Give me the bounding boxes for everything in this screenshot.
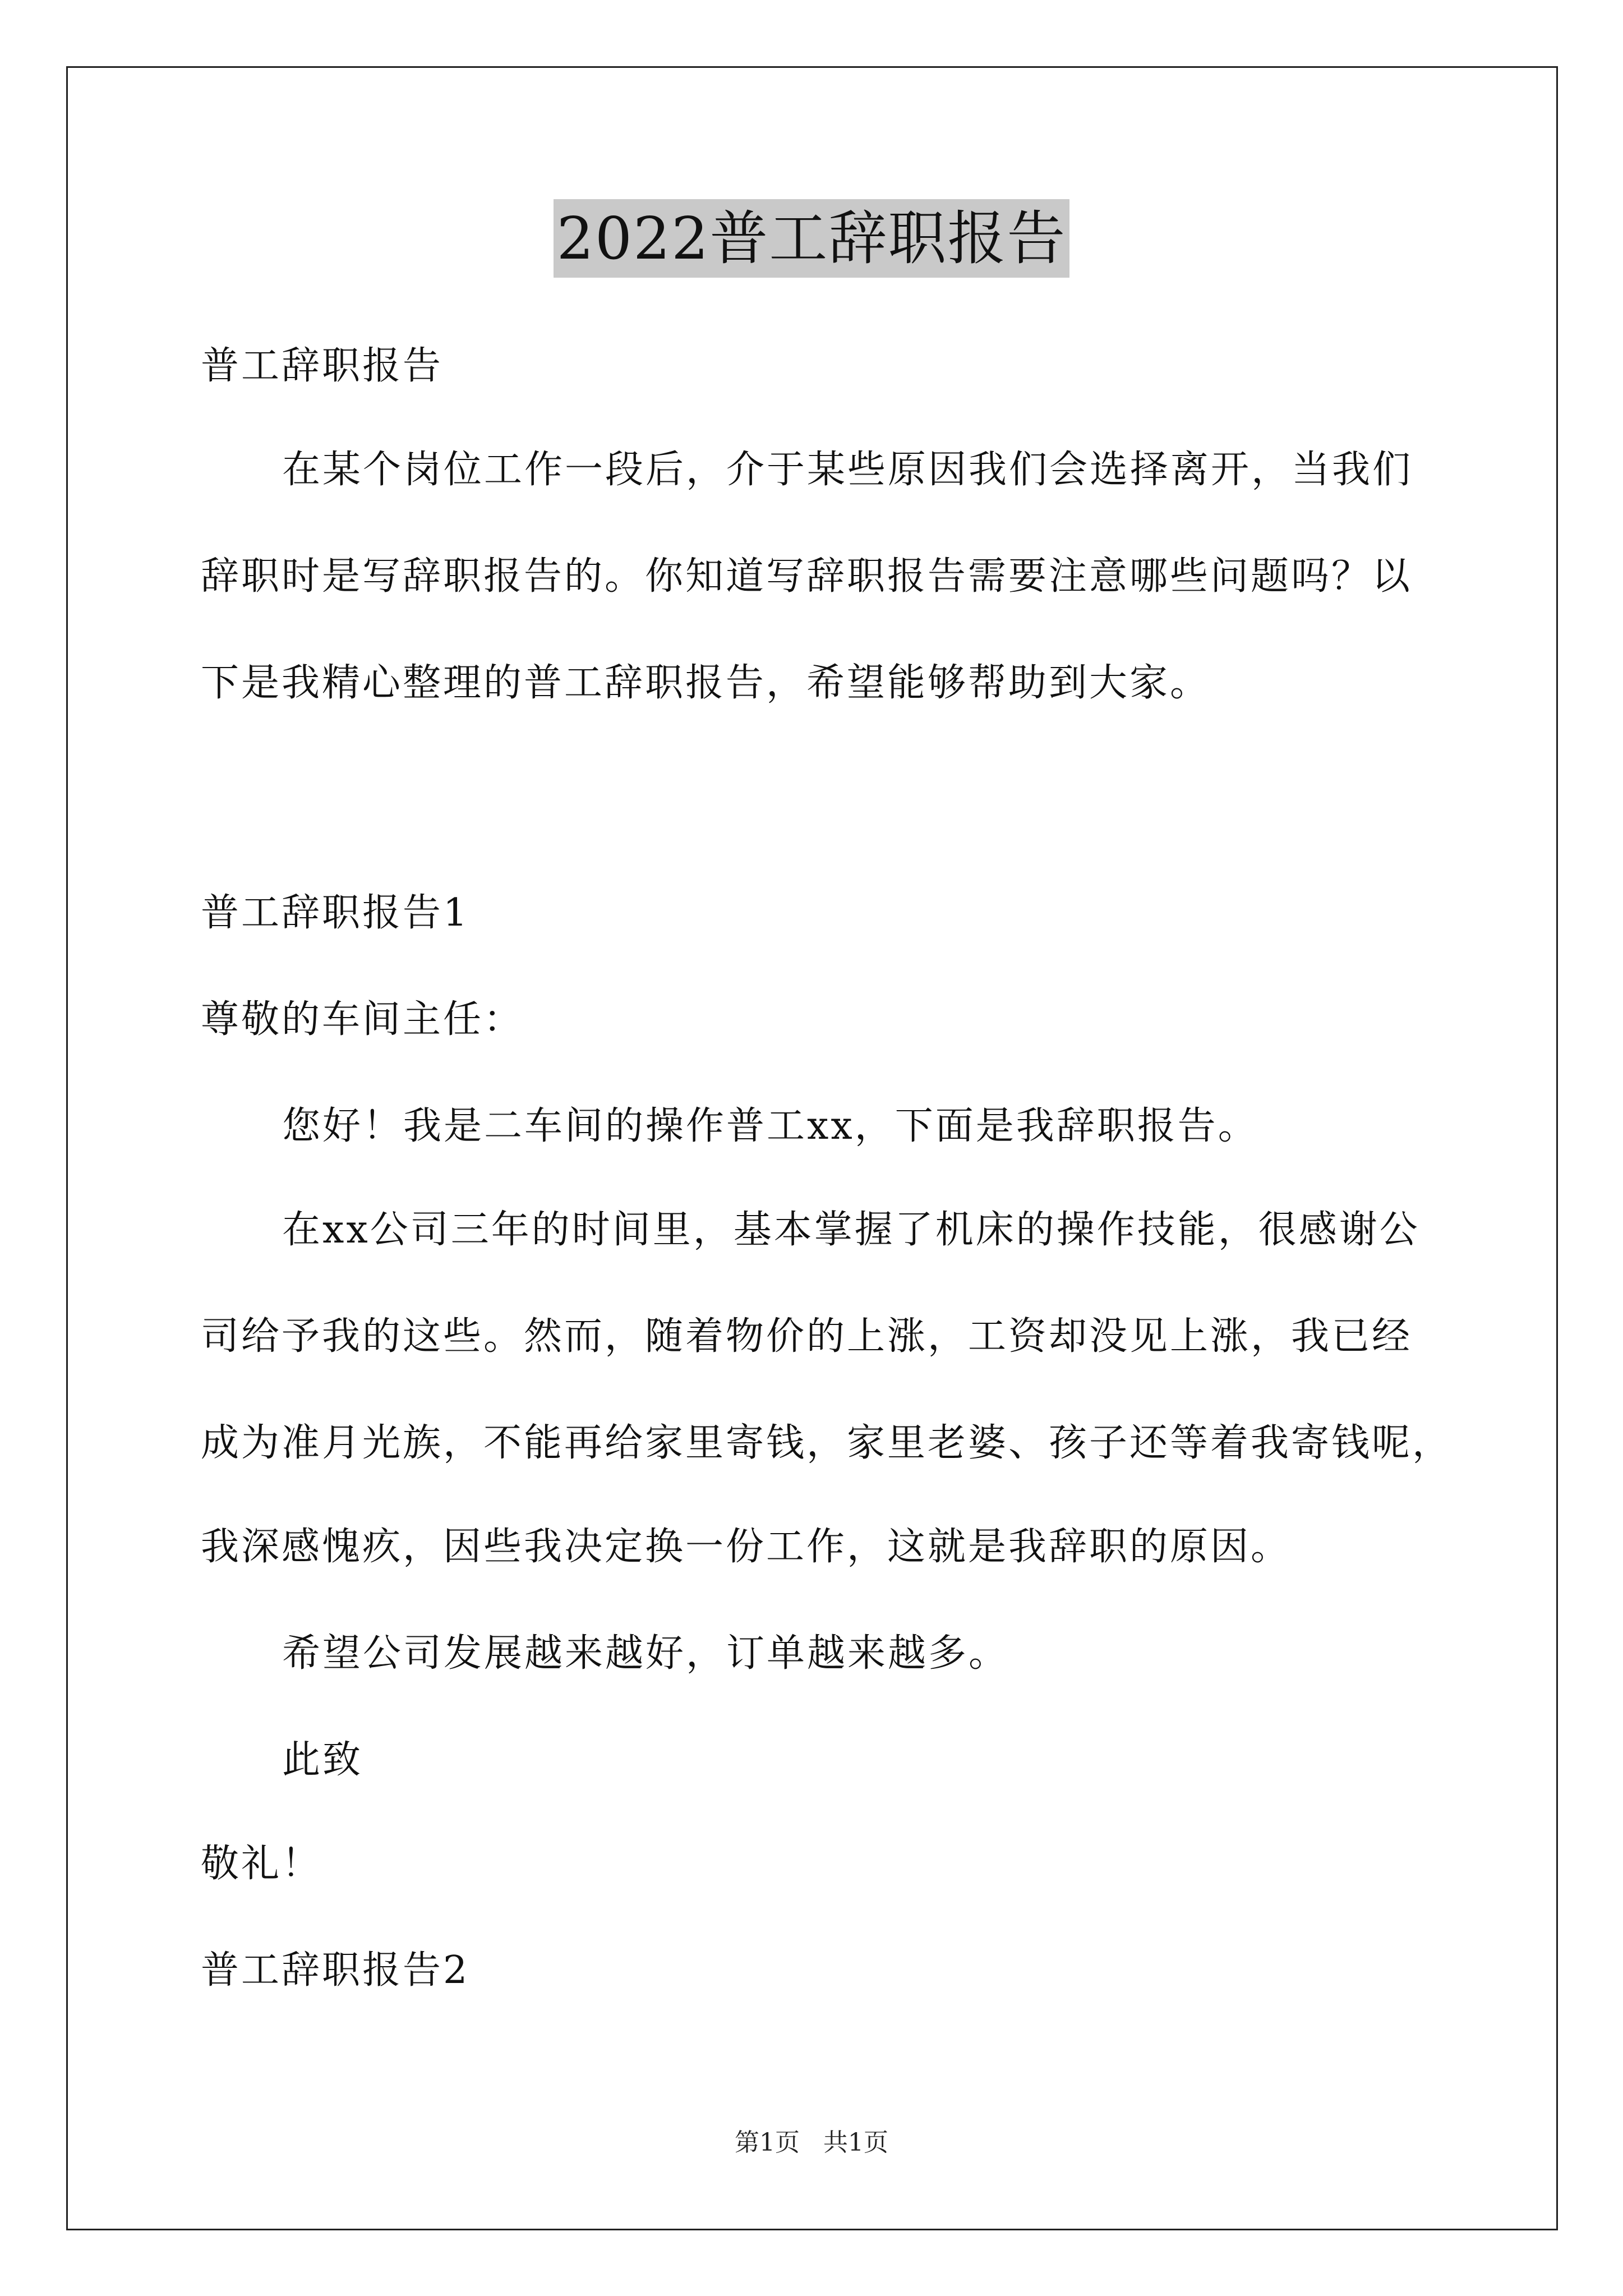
document-title: 2022普工辞职报告 [554,199,1070,278]
closing-line: 敬礼！ [201,1842,322,1886]
paragraph-line: 希望公司发展越来越好，订单越来越多。 [282,1631,1009,1676]
paragraph-line: 在xx公司三年的时间里，基本掌握了机床的操作技能，很感谢公 [282,1208,1420,1252]
section-heading: 普工辞职报告1 [201,891,470,935]
paragraph-line: 辞职时是写辞职报告的。你知道写辞职报告需要注意哪些问题吗？以 [201,554,1413,599]
paragraph-line: 下是我精心整理的普工辞职报告，希望能够帮助到大家。 [201,661,1211,705]
paragraph-line: 我深感愧疚，因些我决定换一份工作，这就是我辞职的原因。 [201,1525,1292,1569]
subtitle: 普工辞职报告 [201,344,444,388]
paragraph-line: 司给予我的这些。然而，随着物价的上涨，工资却没见上涨，我已经 [201,1314,1413,1359]
paragraph-line: 您好！我是二车间的操作普工xx，下面是我辞职报告。 [282,1104,1258,1148]
paragraph-line: 成为准月光族，不能再给家里寄钱，家里老婆、孩子还等着我寄钱呢， [201,1421,1453,1465]
title-container [0,199,1623,278]
page-footer: 第1页 共1页 [735,2128,888,2157]
salutation: 尊敬的车间主任： [201,997,524,1042]
closing-line: 此致 [282,1738,363,1782]
section-heading: 普工辞职报告2 [201,1948,470,1993]
paragraph-line: 在某个岗位工作一段后，介于某些原因我们会选择离开，当我们 [282,448,1413,492]
